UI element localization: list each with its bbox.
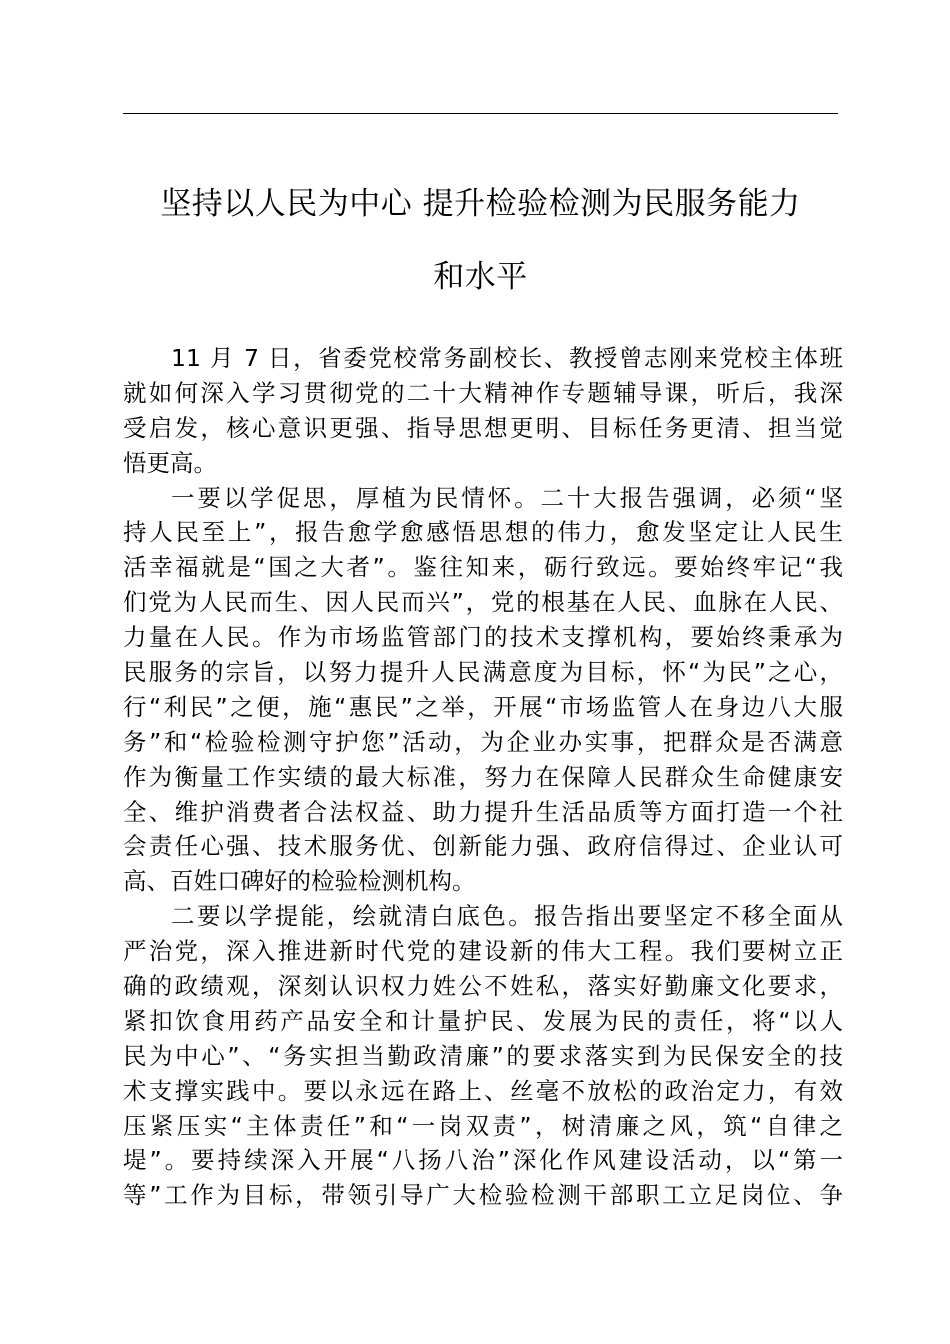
text-line: 确的政绩观，深刻认识权力姓公不姓私，落实好勤廉文化要求，: [123, 972, 843, 1001]
text-line: 受启发，核心意识更强、指导思想更明、目标任务更清、担当觉: [123, 413, 843, 442]
text-line: 等”工作为目标，带领引导广大检验检测干部职工立足岗位、争: [123, 1181, 843, 1210]
text-line: 高、百姓口碑好的检验检测机构。: [123, 867, 476, 896]
text-line: 悟更高。: [123, 448, 217, 477]
text-line: 11 月 7 日，省委党校常务副校长、教授曾志刚来党校主体班: [171, 344, 843, 372]
text-line: 作为衡量工作实绩的最大标准，努力在保障人民群众生命健康安: [123, 762, 843, 791]
text-line: 堤”。要持续深入开展“八扬八治”深化作风建设活动，以“第一: [123, 1146, 843, 1175]
header-rule: [123, 113, 838, 114]
text-line: 持人民至上”，报告愈学愈感悟思想的伟力，愈发坚定让人民生: [123, 518, 843, 547]
text-line: 务”和“检验检测守护您”活动，为企业办实事，把群众是否满意: [123, 727, 843, 756]
text-line: 压紧压实“主体责任”和“一岗双责”，树清廉之风，筑“自律之: [123, 1111, 843, 1140]
text-line: 活幸福就是“国之大者”。鉴往知来，砺行致远。要始终牢记“我: [123, 553, 843, 582]
text-line: 术支撑实践中。要以永远在路上、丝毫不放松的政治定力，有效: [123, 1076, 843, 1105]
text-line: 力量在人民。作为市场监管部门的技术支撑机构，要始终秉承为: [123, 623, 843, 652]
title-line-2: 和水平: [433, 259, 528, 295]
text-line: 二要以学提能，绘就清白底色。报告指出要坚定不移全面从: [171, 902, 843, 931]
text-line: 就如何深入学习贯彻党的二十大精神作专题辅导课，听后，我深: [123, 378, 843, 407]
document-body: [123, 341, 843, 1213]
paragraph-3: [123, 899, 843, 1213]
text-line: 民为中心”、“务实担当勤政清廉”的要求落实到为民保安全的技: [123, 1041, 843, 1070]
text-line: 紧扣饮食用药产品安全和计量护民、发展为民的责任，将“以人: [123, 1006, 843, 1035]
text-line: 们党为人民而生、因人民而兴”，党的根基在人民、血脉在人民、: [123, 588, 843, 617]
text-line: 一要以学促思，厚植为民情怀。二十大报告强调，必须“坚: [171, 483, 843, 512]
text-line: 行“利民”之便，施“惠民”之举，开展“市场监管人在身边八大服: [123, 692, 843, 721]
paragraph-1: [123, 341, 843, 481]
text-line: 会责任心强、技术服务优、创新能力强、政府信得过、企业认可: [123, 832, 843, 861]
title-line-1: 坚持以人民为中心 提升检验检测为民服务能力: [160, 186, 801, 222]
text-line: 全、维护消费者合法权益、助力提升生活品质等方面打造一个社: [123, 797, 843, 826]
document-title: [123, 168, 838, 314]
paragraph-2: [123, 481, 843, 900]
text-line: 民服务的宗旨，以努力提升人民满意度为目标，怀“为民”之心，: [123, 658, 843, 687]
text-line: 严治党，深入推进新时代党的建设新的伟大工程。我们要树立正: [123, 937, 843, 966]
